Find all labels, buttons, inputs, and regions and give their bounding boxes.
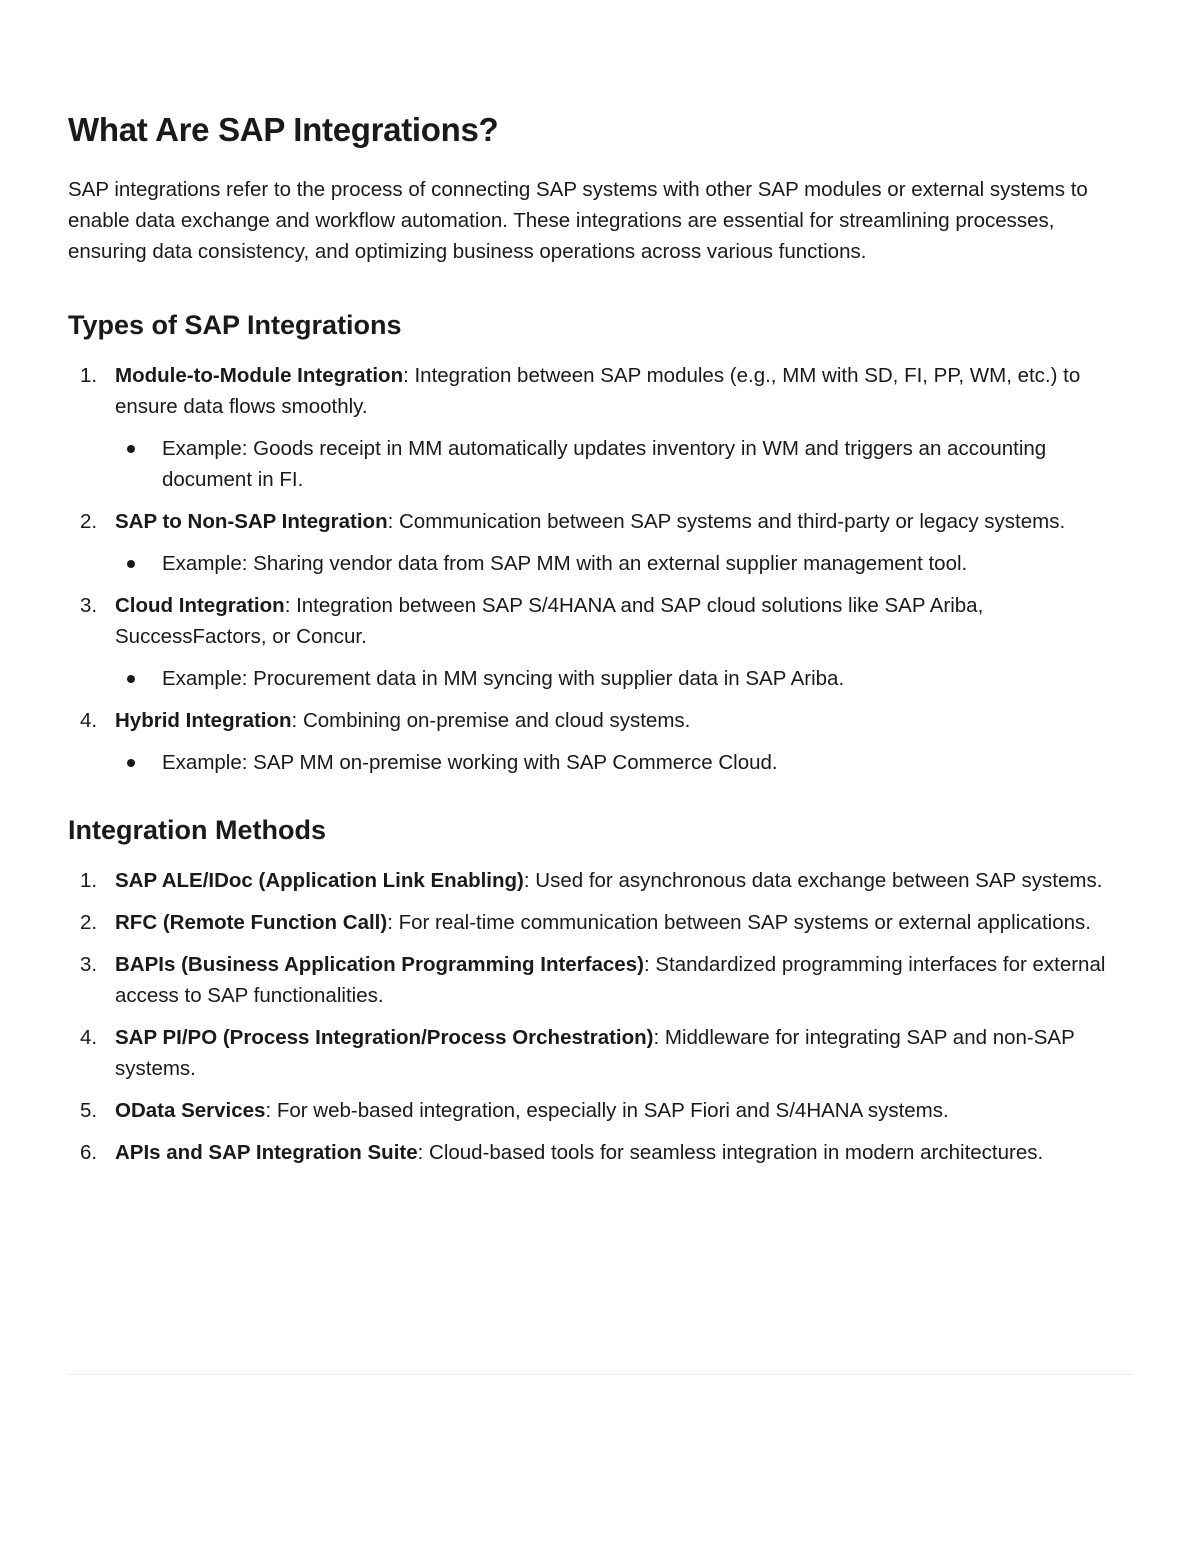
bullet-icon xyxy=(127,560,135,568)
section-heading-types: Types of SAP Integrations xyxy=(68,310,402,340)
list-item-term: OData Services xyxy=(115,1099,266,1122)
list-item xyxy=(68,705,1134,778)
list-number: 3. xyxy=(80,953,98,976)
example-text: Example: Sharing vendor data from SAP MM with an external supplier management tool. xyxy=(162,552,968,575)
list-item xyxy=(68,506,1134,579)
list-item-desc: : For real-time communication between SAP systems or external applications. xyxy=(387,911,1091,934)
example-list xyxy=(115,747,1134,778)
list-item-desc: : Used for asynchronous data exchange between SAP systems. xyxy=(523,869,1103,892)
list-item-desc: : Middleware for integrating SAP and non-SAP systems. xyxy=(115,1026,1075,1080)
list-item-term: Hybrid Integration xyxy=(115,709,292,732)
list-item xyxy=(68,865,1134,896)
example-list xyxy=(115,433,1134,495)
bullet-icon xyxy=(127,759,135,767)
example-item xyxy=(115,747,1134,778)
list-number: 2. xyxy=(80,911,98,934)
list-item-term: BAPIs (Business Application Programming Interfaces) xyxy=(115,953,644,976)
list-item-desc: : Integration between SAP modules (e.g., MM with SD, FI, PP, WM, etc.) to ensure data flows smoothly. xyxy=(115,364,1081,418)
list-number: 1. xyxy=(80,364,98,387)
list-number: 6. xyxy=(80,1141,98,1164)
list-item-desc: : Communication between SAP systems and third-party or legacy systems. xyxy=(387,510,1066,533)
list-item-term: SAP to Non-SAP Integration xyxy=(115,510,388,533)
methods-list xyxy=(68,865,1134,1168)
divider xyxy=(68,1374,1134,1375)
list-item-term: APIs and SAP Integration Suite xyxy=(115,1141,418,1164)
list-number: 4. xyxy=(80,709,98,732)
list-item-term: Module-to-Module Integration xyxy=(115,364,404,387)
example-item xyxy=(115,663,1134,694)
section-heading-methods: Integration Methods xyxy=(68,815,326,845)
list-item-term: SAP PI/PO (Process Integration/Process Orchestration) xyxy=(115,1026,654,1049)
list-item xyxy=(68,1022,1134,1084)
example-item xyxy=(115,433,1134,495)
bullet-icon xyxy=(127,675,135,683)
list-item-desc: : Standardized programming interfaces for external access to SAP functionalities. xyxy=(115,953,1106,1007)
list-item xyxy=(68,360,1134,495)
list-item-term: RFC (Remote Function Call) xyxy=(115,911,388,934)
list-number: 3. xyxy=(80,594,98,617)
list-item xyxy=(68,949,1134,1011)
example-item xyxy=(115,548,1134,579)
list-item xyxy=(68,907,1134,938)
example-list xyxy=(115,663,1134,694)
list-number: 1. xyxy=(80,869,98,892)
list-item-desc: : Combining on-premise and cloud systems. xyxy=(291,709,691,732)
types-list xyxy=(68,360,1134,778)
list-item-term: Cloud Integration xyxy=(115,594,285,617)
list-number: 2. xyxy=(80,510,98,533)
list-item xyxy=(68,1095,1134,1126)
page-title: What Are SAP Integrations? xyxy=(68,111,499,148)
intro-paragraph: SAP integrations refer to the process of connecting SAP systems with other SAP modules or external systems to enable data exchange and workflow automation. These integrations are essential for streamlining processes, ensuring data consistency, and optimizing business operations across various functions. xyxy=(68,178,1088,263)
list-item xyxy=(68,590,1134,694)
list-item-term: SAP ALE/IDoc (Application Link Enabling) xyxy=(115,869,524,892)
list-number: 4. xyxy=(80,1026,98,1049)
example-text: Example: SAP MM on-premise working with SAP Commerce Cloud. xyxy=(162,751,778,774)
list-item-desc: : Cloud-based tools for seamless integration in modern architectures. xyxy=(417,1141,1044,1164)
list-item xyxy=(68,1137,1134,1168)
list-item-desc: : Integration between SAP S/4HANA and SAP cloud solutions like SAP Ariba, SuccessFactors, or Concur. xyxy=(115,594,984,648)
example-text: Example: Goods receipt in MM automatically updates inventory in WM and triggers an accounting document in FI. xyxy=(162,437,1047,491)
example-list xyxy=(115,548,1134,579)
document xyxy=(68,108,1134,1179)
example-text: Example: Procurement data in MM syncing with supplier data in SAP Ariba. xyxy=(162,667,845,690)
list-item-desc: : For web-based integration, especially in SAP Fiori and S/4HANA systems. xyxy=(265,1099,949,1122)
bullet-icon xyxy=(127,445,135,453)
list-number: 5. xyxy=(80,1099,98,1122)
